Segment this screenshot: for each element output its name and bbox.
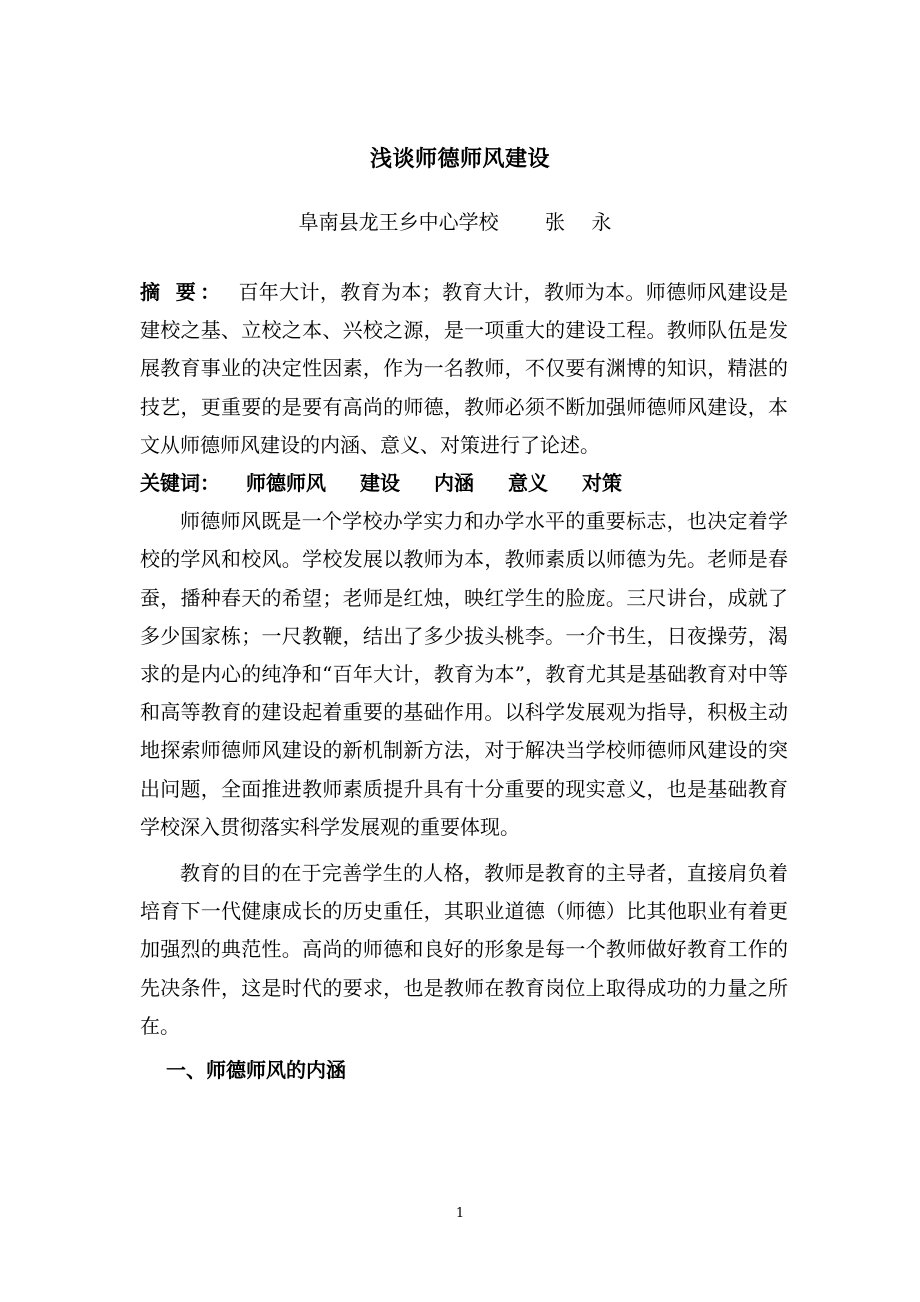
page-title: 浅谈师德师风建设 <box>369 147 550 172</box>
section-heading: 一、师德师风的内涵 <box>166 1058 346 1083</box>
keywords-line <box>140 464 788 502</box>
body-paragraph: 教育的目的在于完善学生的人格，教师是教育的主导者，直接肩负着培育下一代健康成长的历史重任，其职业道德（师德）比其他职业有着更加强烈的典范性。高尚的师德和良好的形象是每一个教师做好教育工作的先决条件，这是时代的要求，也是教师在教育岗位上取得成功的力量之所在。 <box>140 861 788 1038</box>
author-school: 阜南县龙王乡中心学校 <box>298 210 499 234</box>
keyword: 对策 <box>582 471 622 496</box>
page-number: 1 <box>455 1206 465 1221</box>
body-paragraph: 师德师风既是一个学校办学实力和办学水平的重要标志，也决定着学校的学风和校风。学校发展以教师为本，教师素质以师德为先。老师是春蚕，播种春天的希望；老师是红烛，映红学生的脸庞。三尺讲台，成就了多少国家栋；一尺教鞭，结出了多少拔头桃李。一介书生，日夜操劳，渴求的是内心的纯净和“百年大计，教育为本”，教育尤其是基础教育对中等和高等教育的建设起着重要的基础作用。以科学发展观为指导，积极主动地探索师德师风建设的新机制新方法，对于解决当学校师德师风建设的突出问题，全面推进教师素质提升具有十分重要的现实意义，也是基础教育学校深入贯彻落实科学发展观的重要体现。 <box>140 509 788 839</box>
keyword: 师德师风 <box>246 471 326 496</box>
abstract <box>140 273 788 464</box>
abstract-text: 百年大计，教育为本；教育大计，教师为本。师德师风建设是建校之基、立校之本、兴校之源，是一项重大的建设工程。教师队伍是发展教育事业的决定性因素，作为一名教师，不仅要有渊博的知识，精湛的技艺，更重要的是要有高尚的师德，教师必须不断加强师德师风建设，本文从师德师风建设的内涵、意义、对策进行了论述。 <box>140 280 788 457</box>
abstract-label: 摘 要： <box>140 280 225 304</box>
keyword: 意义 <box>508 471 548 496</box>
keyword: 建设 <box>360 471 400 496</box>
keyword: 内涵 <box>434 471 474 496</box>
author-name: 张 永 <box>545 210 622 234</box>
byline <box>0 205 920 239</box>
document-body <box>140 273 788 1089</box>
keywords-label: 关键词： <box>140 471 220 496</box>
